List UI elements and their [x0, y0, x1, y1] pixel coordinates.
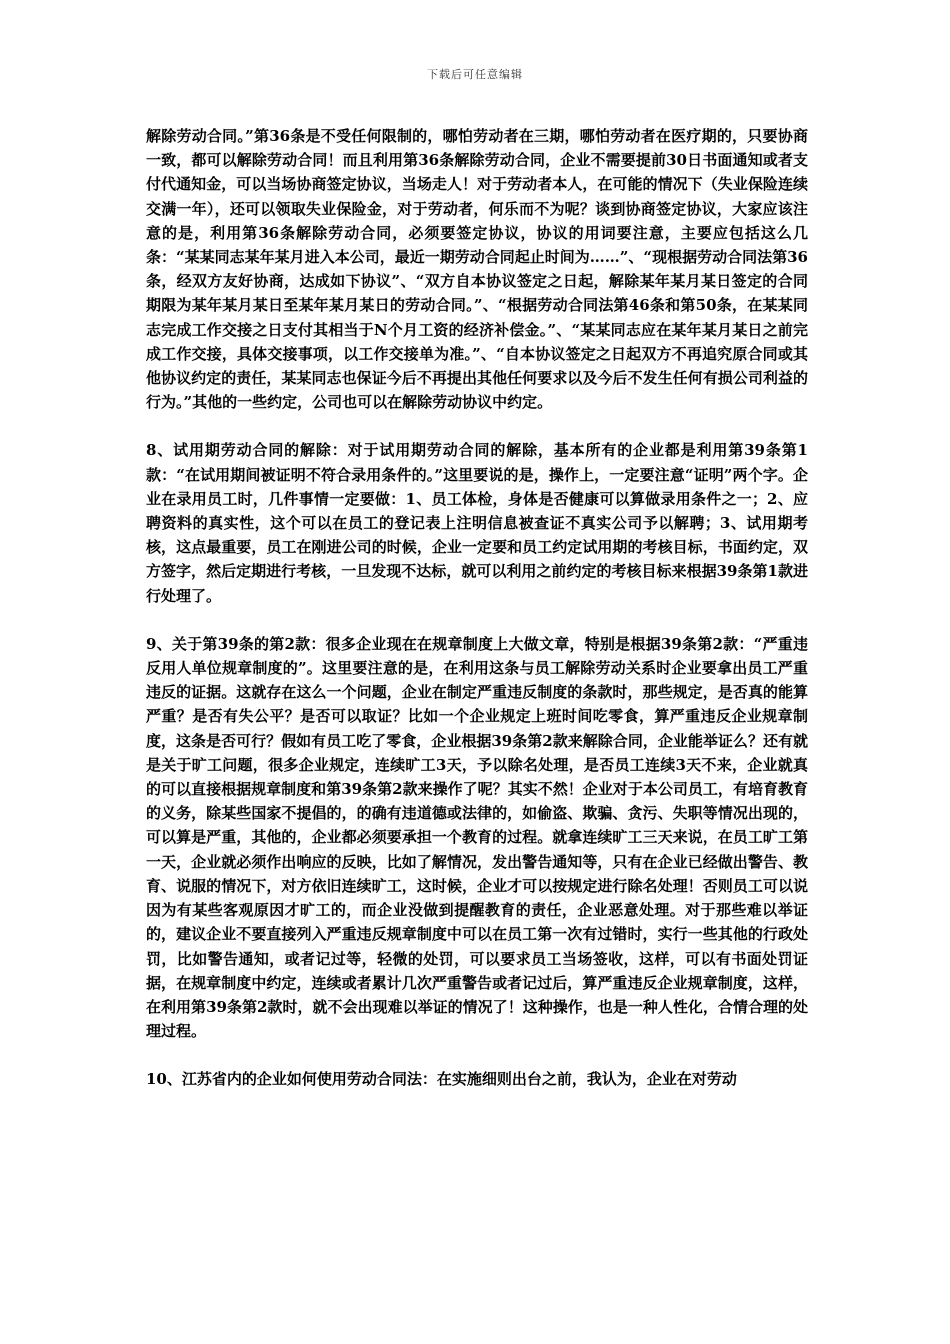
paragraph-item-10-jiangsu: 10、江苏省内的企业如何使用劳动合同法：在实施细则出台之前，我认为，企业在对劳动	[146, 1070, 737, 1089]
page-header: 下载后可任意编辑	[427, 68, 523, 81]
paragraph-item-8-probation: 8、试用期劳动合同的解除：对于试用期劳动合同的解除，基本所有的企业都是利用第39条第1款：“在试用期间被证明不符合录用条件的。”这里要说的是，操作上，一定要注意“证明”两个字。企业在录用员工时，几件事情一定要做：1、员工体检，身体是否健康可以算做录用条件之一；2、应聘资料的真实性，这个可以在员工的登记表上注明信息被查证不真实公司予以解聘；3、试用期考核，这点最重要，员工在刚进公司的时候，企业一定要和员工约定试用期的考核目标，书面约定，双方签字，然后定期进行考核，一旦发现不达标，就可以利用之前约定的考核目标来根据39条第1款进行处理了。	[146, 441, 808, 605]
paragraph-item-9-article-39: 9、关于第39条的第2款：很多企业现在在规章制度上大做文章，特别是根据39条第2款：“严重违反用人单位规章制度的”。这里要注意的是，在利用这条与员工解除劳动关系时企业要拿出员工严重违反的证据。这就存在这么一个问题，企业在制定严重违反制度的条款时，那些规定，是否真的能算严重？是否有失公平？是否可以取证？比如一个企业规定上班时间吃零食，算严重违反企业规章制度，这条是否可行？假如有员工吃了零食，企业根据39条第2款来解除合同，企业能举证么？还有就是关于旷工问题，很多企业规定，连续旷工3天，予以除名处理，是否员工连续3天不来，企业就真的可以直接根据规章制度和第39条第2款来操作了呢？其实不然！企业对于本公司员工，有培育教育的义务，除某些国家不提倡的，的确有违道德或法律的，如偷盗、欺骗、贪污、失职等情况出现的，可以算是严重，其他的，企业都必须要承担一个教育的过程。就拿连续旷工三天来说，在员工旷工第一天，企业就必须作出响应的反映，比如了解情况，发出警告通知等，只有在企业已经做出警告、教育、说服的情况下，对方依旧连续旷工，这时候，企业才可以按规定进行除名处理！否则员工可以说因为有某些客观原因才旷工的，而企业没做到提醒教育的责任，企业恶意处理。对于那些难以举证的，建议企业不要直接列入严重违反规章制度中可以在员工第一次有过错时，实行一些其他的行政处罚，比如警告通知，或者记过等，轻微的处罚，可以要求员工当场签收，这样，可以有书面处罚证据，在规章制度中约定，连续或者累计几次严重警告或者记过后，算严重违反企业规章制度，这样，在利用第39条第2款时，就不会出现难以举证的情况了！这种操作，也是一种人性化，合情合理的处理过程。	[146, 634, 808, 1041]
document-body	[146, 124, 808, 1092]
paragraph-article-36-agreement: 解除劳动合同。”第36条是不受任何限制的，哪怕劳动者在三期，哪怕劳动者在医疗期的，只要协商一致，都可以解除劳动合同！而且利用第36条解除劳动合同，企业不需要提前30日书面通知或者支付代通知金，可以当场协商签定协议，当场走人！对于劳动者本人，在可能的情况下（失业保险连续交满一年），还可以领取失业保险金，对于劳动者，何乐而不为呢？谈到协商签定协议，大家应该注意的是，利用第36条解除劳动合同，必须要签定协议，协议的用词要注意，主要应包括这么几条：“某某同志某年某月进入本公司，最近一期劳动合同起止时间为……”、“现根据劳动合同法第36条，经双方友好协商，达成如下协议”、“双方自本协议签定之日起，解除某年某月某日签定的合同期限为某年某月某日至某年某月某日的劳动合同。”、“根据劳动合同法第46条和第50条，在某某同志完成工作交接之日支付其相当于N个月工资的经济补偿金。”、“某某同志应在某年某月某日之前完成工作交接，具体交接事项，以工作交接单为准。”、“自本协议签定之日起双方不再追究原合同或其他协议约定的责任，某某同志也保证今后不再提出其他任何要求以及今后不发生任何有损公司利益的行为。”其他的一些约定，公司也可以在解除劳动协议中约定。	[146, 127, 808, 412]
